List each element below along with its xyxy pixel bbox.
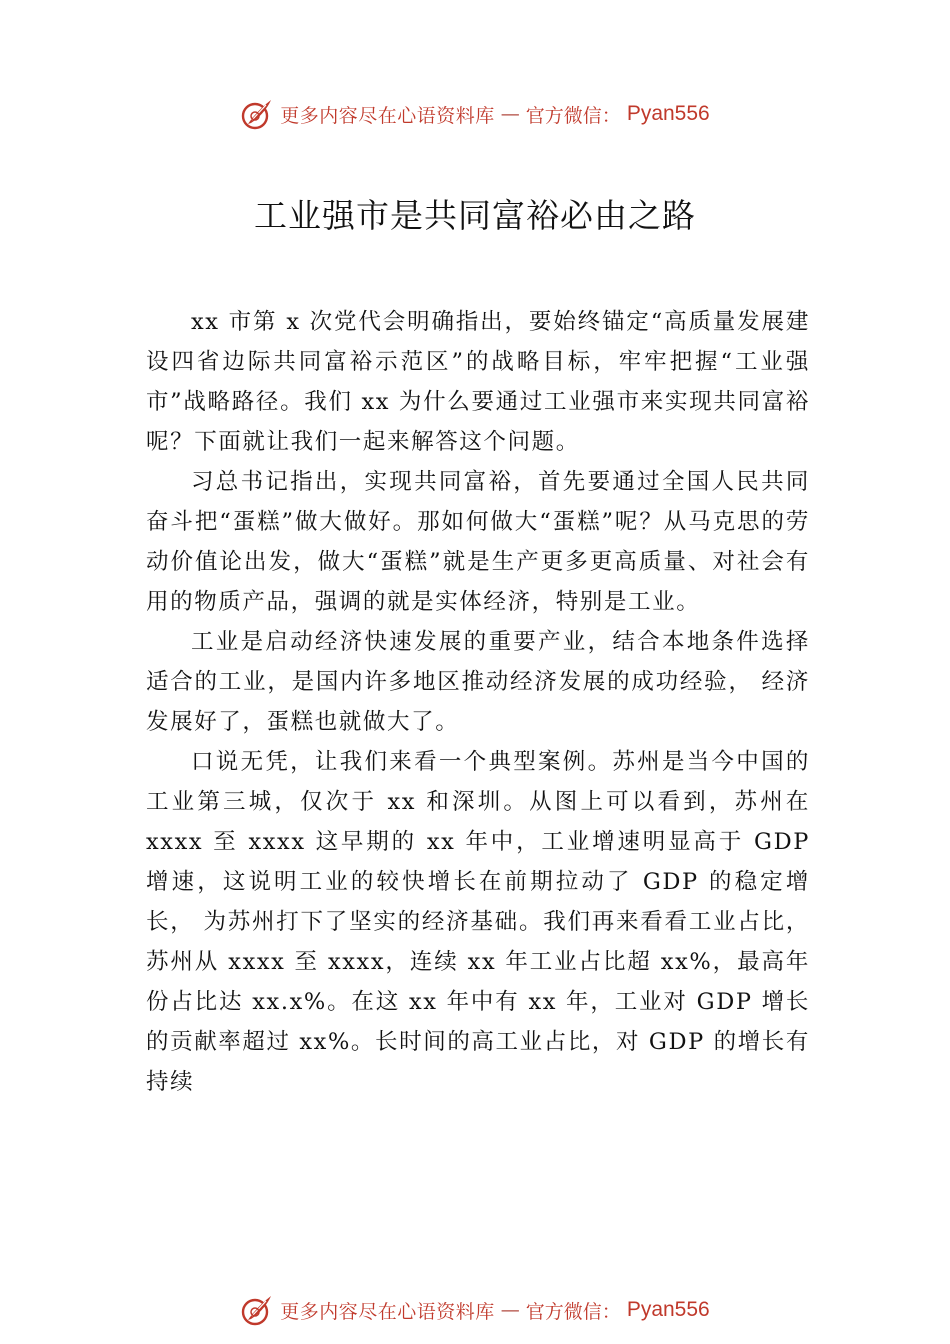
paragraph-3: 工业是启动经济快速发展的重要产业，结合本地条件选择适合的工业，是国内许多地区推动经济发展的成功经验， 经济发展好了，蛋糕也就做大了。 — [146, 629, 810, 735]
document-title: 工业强市是共同富裕必由之路 — [254, 196, 696, 235]
banner-text: 更多内容尽在心语资料库 — [280, 104, 495, 127]
footer-banner-separator: — — [500, 1299, 520, 1321]
banner-separator: — — [500, 103, 520, 125]
footer-banner-text: 更多内容尽在心语资料库 — [280, 1300, 495, 1323]
footer-wechat-label: 官方微信： — [525, 1300, 621, 1323]
footer-banner — [0, 1290, 950, 1330]
paragraph-2: 习总书记指出，实现共同富裕，首先要通过全国人民共同奋斗把“蛋糕”做大做好。那如何做大“蛋糕”呢？从马克思的劳动价值论出发，做大“蛋糕”就是生产更多更高质量、对社会有用的物质产品，强调的就是实体经济，特别是工业。 — [146, 469, 810, 615]
paragraph-1: xx 市第 x 次党代会明确指出，要始终锚定“高质量发展建设四省边际共同富裕示范区”的战略目标，牢牢把握“工业强市”战略路径。我们 xx 为什么要通过工业强市来实现共同富裕呢？下面就让我们一起来解答这个问题。 — [146, 309, 810, 455]
paragraph-4: 口说无凭，让我们来看一个典型案例。苏州是当今中国的工业第三城，仅次于 xx 和深圳。从图上可以看到，苏州在 xxxx 至 xxxx 这早期的 xx 年中，工业增速明显高于 GDP 增速，这说明工业的较快增长在前期拉动了 GDP 的稳定增长， 为苏州打下了坚实的经济基础。我们再来看看工业占比，苏州从 xxxx 至 xxxx，连续 xx 年工业占比超 xx%，最高年份占比达 xx.x%。在这 xx 年中有 xx 年，工业对 GDP 增长的贡献率超过 xx%。长时间的高工业占比，对 GDP 的增长有持续 — [146, 749, 810, 1095]
footer-wechat-id: Pyan556 — [626, 1298, 710, 1321]
wechat-label: 官方微信： — [525, 104, 621, 127]
wechat-id: Pyan556 — [626, 102, 710, 125]
header-banner — [0, 94, 950, 134]
quill-logo-icon — [240, 97, 274, 131]
quill-logo-icon — [240, 1293, 274, 1327]
document-body — [146, 302, 810, 1102]
